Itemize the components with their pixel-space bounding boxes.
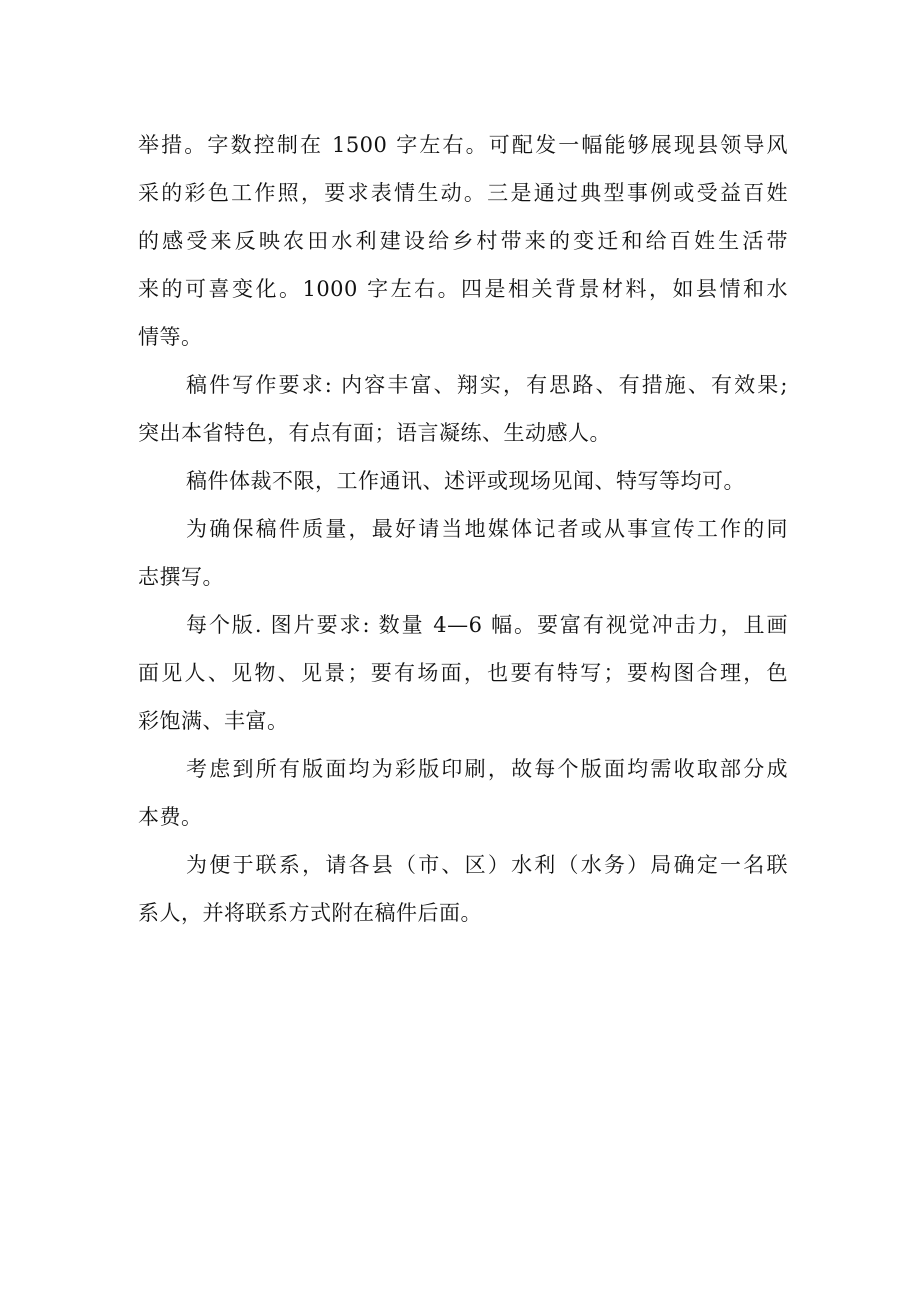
text-line: 面见人、见物、见景；要有场面，也要有特写；要构图合理，色	[138, 661, 788, 685]
text-line: 志撰写。	[138, 565, 224, 589]
paragraph-photo-requirements	[138, 601, 788, 745]
text-line: 突出本省特色，有点有面；语言凝练、生动感人。	[138, 421, 611, 445]
text-line: 稿件写作要求: 内容丰富、翔实，有思路、有措施、有效果;	[186, 373, 788, 397]
paragraph-writing-requirements	[138, 361, 788, 457]
text-line: 为便于联系，请各县（市、区）水利（水务）局确定一名联	[186, 853, 788, 877]
text-line: 稿件体裁不限，工作通讯、述评或现场见闻、特写等均可。	[186, 469, 745, 493]
text-line: 的感受来反映农田水利建设给乡村带来的变迁和给百姓生活带	[138, 229, 788, 253]
paragraph-authorship	[138, 505, 788, 601]
paragraph-genre	[138, 457, 788, 505]
text-line: 为确保稿件质量，最好请当地媒体记者或从事宣传工作的同	[186, 517, 788, 541]
text-line: 每个版. 图片要求: 数量 4—6 幅。要富有视觉冲击力，且画	[186, 613, 788, 637]
text-line: 彩饱满、丰富。	[138, 709, 289, 733]
paragraph-contact	[138, 841, 788, 937]
text-line: 采的彩色工作照，要求表情生动。三是通过典型事例或受益百姓	[138, 181, 788, 205]
text-line: 系人，并将联系方式附在稿件后面。	[138, 901, 482, 925]
document-body	[138, 121, 788, 937]
text-line: 考虑到所有版面均为彩版印刷，故每个版面均需收取部分成	[186, 757, 788, 781]
text-line: 情等。	[138, 325, 203, 349]
text-line: 举措。字数控制在 1500 字左右。可配发一幅能够展现县领导风	[138, 133, 788, 157]
paragraph-printing-cost	[138, 745, 788, 841]
paragraph-continuation	[138, 121, 788, 361]
text-line: 来的可喜变化。1000 字左右。四是相关背景材料，如县情和水	[138, 277, 788, 301]
text-line: 本费。	[138, 805, 203, 829]
